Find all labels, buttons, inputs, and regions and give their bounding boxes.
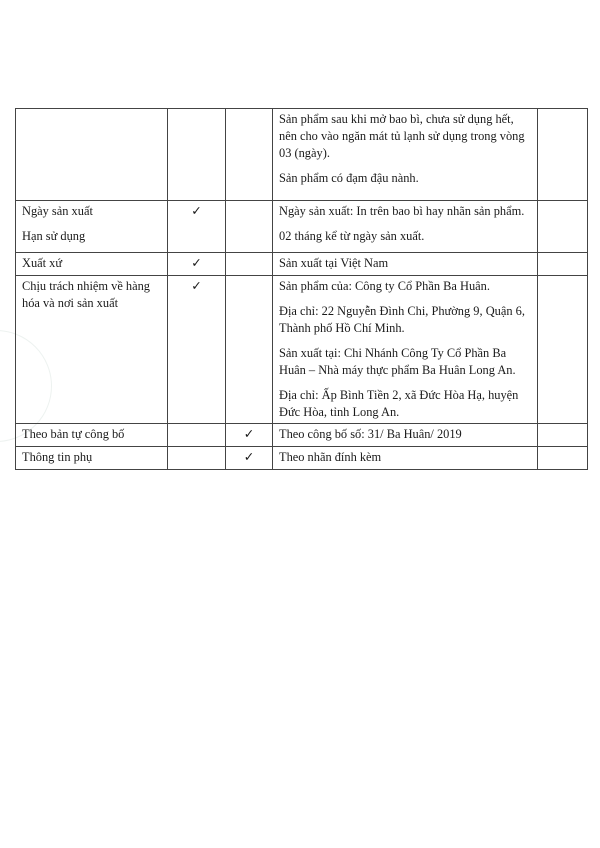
requirements-table <box>15 108 588 470</box>
table-row <box>16 276 588 424</box>
mark-cell-1 <box>168 447 226 470</box>
criterion-label: Thông tin phụ <box>22 450 93 464</box>
criterion-cell <box>16 201 168 253</box>
content-text: Sản xuất tại Việt Nam <box>279 256 389 270</box>
criterion-cell <box>16 109 168 201</box>
checkmark-icon: ✓ <box>243 427 255 441</box>
note-cell <box>538 424 588 447</box>
content-text: Theo công bố số: 31/ Ba Huân/ 2019 <box>279 427 462 441</box>
mark-cell-2 <box>226 201 273 253</box>
checkmark-icon: ✓ <box>243 450 255 464</box>
criterion-cell <box>16 424 168 447</box>
content-text: Địa chỉ: Ấp Bình Tiền 2, xã Đức Hòa Hạ, huyện Đức Hòa, tỉnh Long An. <box>279 388 519 419</box>
mark-cell-2 <box>226 253 273 276</box>
content-cell <box>273 276 538 424</box>
mark-cell-1 <box>168 276 226 424</box>
content-text: Địa chỉ: 22 Nguyễn Đình Chi, Phường 9, Quận 6, Thành phố Hồ Chí Minh. <box>279 304 525 335</box>
mark-cell-1 <box>168 201 226 253</box>
checkmark-icon: ✓ <box>191 279 202 293</box>
note-cell <box>538 109 588 201</box>
criterion-cell <box>16 447 168 470</box>
mark-cell-2 <box>226 276 273 424</box>
criterion-cell <box>16 253 168 276</box>
note-cell <box>538 276 588 424</box>
criterion-label: Chịu trách nhiệm về hàng hóa và nơi sản xuất <box>22 279 151 310</box>
content-text: Sản xuất tại: Chi Nhánh Công Ty Cổ Phần Ba Huân – Nhà máy thực phẩm Ba Huân Long An. <box>279 346 516 377</box>
checkmark-icon: ✓ <box>191 256 202 270</box>
table-row <box>16 253 588 276</box>
criterion-label: Ngày sản xuất <box>22 204 93 218</box>
table-row <box>16 109 588 201</box>
content-text: Sản phẩm có đạm đậu nành. <box>279 171 419 185</box>
content-cell <box>273 253 538 276</box>
mark-cell-1 <box>168 253 226 276</box>
content-cell <box>273 201 538 253</box>
table-row <box>16 424 588 447</box>
note-cell <box>538 201 588 253</box>
content-cell <box>273 109 538 201</box>
criterion-cell <box>16 276 168 424</box>
content-text: Sản phẩm của: Công ty Cổ Phần Ba Huân. <box>279 279 490 293</box>
content-text: Sản phẩm sau khi mở bao bì, chưa sử dụng hết, nên cho vào ngăn mát tủ lạnh sử dụng trong vòng 03 (ngày). <box>279 112 525 160</box>
criterion-label: Hạn sử dụng <box>22 229 86 243</box>
criterion-label: Theo bản tự công bố <box>22 427 125 441</box>
mark-cell-2 <box>226 424 273 447</box>
content-text: 02 tháng kể từ ngày sản xuất. <box>279 229 425 243</box>
note-cell <box>538 447 588 470</box>
content-cell <box>273 424 538 447</box>
table-row <box>16 201 588 253</box>
table-row <box>16 447 588 470</box>
note-cell <box>538 253 588 276</box>
mark-cell-1 <box>168 109 226 201</box>
checkmark-icon: ✓ <box>191 204 202 218</box>
mark-cell-1 <box>168 424 226 447</box>
content-cell <box>273 447 538 470</box>
criterion-label: Xuất xứ <box>22 256 63 270</box>
content-text: Ngày sản xuất: In trên bao bì hay nhãn sản phẩm. <box>279 204 525 218</box>
mark-cell-2 <box>226 109 273 201</box>
content-text: Theo nhãn đính kèm <box>279 450 382 464</box>
mark-cell-2 <box>226 447 273 470</box>
